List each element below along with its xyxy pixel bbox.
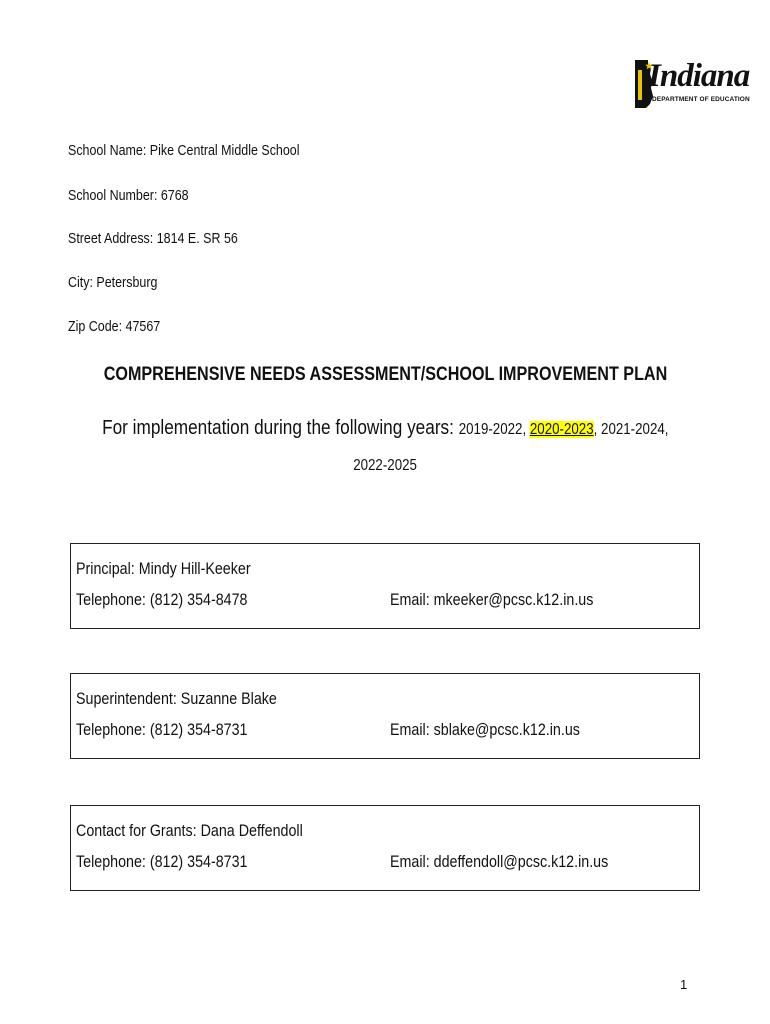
zip-code: Zip Code: 47567 [68,319,161,335]
superintendent-name: Superintendent: Suzanne Blake [76,689,277,708]
page-number: 1 [680,977,688,992]
principal-email: Email: mkeeker@pcsc.k12.in.us [390,590,594,609]
principal-contact-box [70,543,700,629]
logo-subtitle: DEPARTMENT OF EDUCATION [652,96,750,103]
implementation-years [0,417,770,440]
city: City: Petersburg [68,275,158,291]
year-option-selected: 2020-2023 [529,421,594,438]
grants-contact-box [70,805,700,891]
superintendent-email: Email: sblake@pcsc.k12.in.us [390,720,580,739]
school-number: School Number: 6768 [68,188,189,204]
indiana-doe-logo [632,56,750,114]
document-title: COMPREHENSIVE NEEDS ASSESSMENT/SCHOOL IMPROVEMENT PLAN [103,364,667,385]
logo-wordmark: Indiana [648,58,750,94]
year-option-4: 2022-2025 [353,457,417,474]
implementation-years-line2 [0,457,770,475]
street-address: Street Address: 1814 E. SR 56 [68,231,238,247]
year-option-1: 2019-2022, [458,421,530,438]
grants-contact-phone: Telephone: (812) 354-8731 [76,852,248,871]
year-option-3: , 2021-2024, [593,421,669,438]
school-name: School Name: Pike Central Middle School [68,143,300,159]
principal-phone: Telephone: (812) 354-8478 [76,590,248,609]
principal-name: Principal: Mindy Hill-Keeker [76,559,251,578]
implementation-lead: For implementation during the following years: [101,417,459,439]
grants-contact-email: Email: ddeffendoll@pcsc.k12.in.us [390,852,609,871]
grants-contact-name: Contact for Grants: Dana Deffendoll [76,821,303,840]
superintendent-phone: Telephone: (812) 354-8731 [76,720,248,739]
superintendent-contact-box [70,673,700,759]
